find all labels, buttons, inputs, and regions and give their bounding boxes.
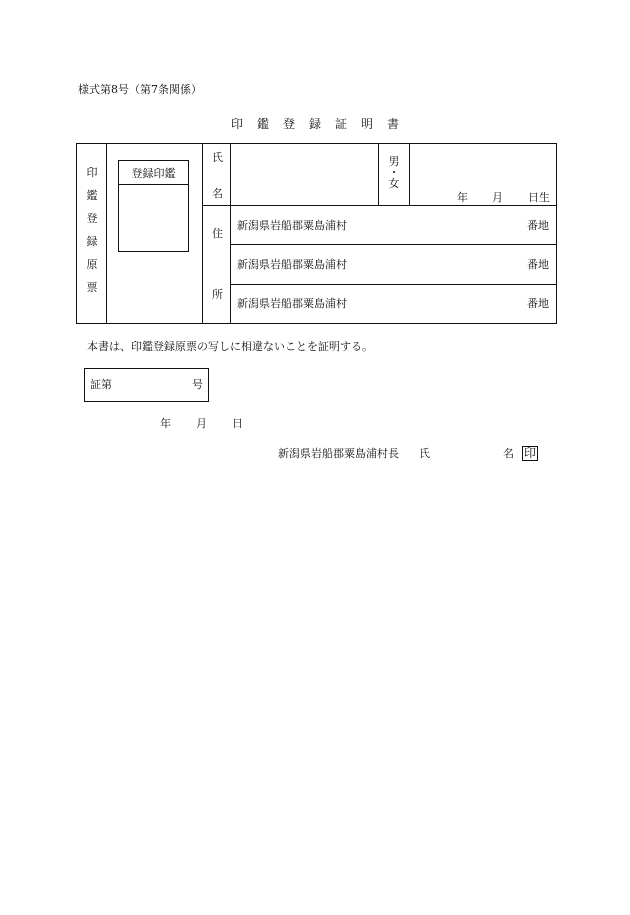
table-divider [378,144,379,205]
name-label-bottom: 名 [212,187,223,200]
issuer-name-prefix: 氏 [419,447,430,460]
certificate-number-suffix: 号 [192,378,203,391]
label-char: 登 [86,212,98,225]
label-char: 票 [86,281,98,294]
table-divider [230,284,556,285]
form-number: 様式第8号（第7条関係） [78,83,202,96]
birth-day-label: 日生 [528,191,550,204]
registered-seal-box [118,160,189,252]
title-char: 録 [308,117,321,131]
birth-year-label: 年 [457,191,468,204]
table-divider [202,205,556,206]
title-char: 書 [387,117,400,131]
address-row-1-suffix: 番地 [527,219,549,232]
date-day-label: 日 [232,417,243,430]
gender-char: ・ [388,166,400,179]
title-char: 鑑 [256,117,269,131]
address-row-3-suffix: 番地 [527,297,549,310]
address-row-2: 新潟県岩船郡粟島浦村 [237,258,347,271]
date-month-label: 月 [196,417,207,430]
gender-char: 女 [388,177,400,190]
title-char: 登 [282,117,295,131]
address-label-bottom: 所 [212,288,223,301]
title-char: 証 [335,117,348,131]
seal-box-divider [119,184,188,185]
label-char: 原 [86,258,98,271]
table-divider [230,244,556,245]
gender-label [386,156,402,189]
seal-registration-label [84,167,100,293]
address-row-2-suffix: 番地 [527,258,549,271]
certificate-number-box [84,368,209,402]
certificate-number-prefix: 証第 [90,378,112,391]
birth-month-label: 月 [492,191,503,204]
issuer-title: 新潟県岩船郡粟島浦村長 [278,447,399,460]
title-char: 明 [361,117,374,131]
issuer-name-suffix: 名 [503,447,514,460]
label-char: 鑑 [86,189,98,202]
registration-table [76,143,557,324]
address-row-1: 新潟県岩船郡粟島浦村 [237,219,347,232]
table-divider [409,144,410,205]
address-label-top: 住 [212,227,223,240]
table-divider [106,144,107,323]
table-divider [202,144,203,323]
gender-char: 男 [388,155,400,168]
official-seal-mark: 印 [524,446,537,460]
title-char: 印 [230,117,243,131]
label-char: 録 [86,235,98,248]
certification-text: 本書は、印鑑登録原票の写しに相違ないことを証明する。 [87,340,373,353]
registered-seal-label: 登録印鑑 [131,167,176,180]
name-label-top: 氏 [212,151,223,164]
address-row-3: 新潟県岩船郡粟島浦村 [237,297,347,310]
label-char: 印 [86,166,98,179]
date-year-label: 年 [160,417,171,430]
document-title [0,115,630,132]
table-divider [230,144,231,323]
